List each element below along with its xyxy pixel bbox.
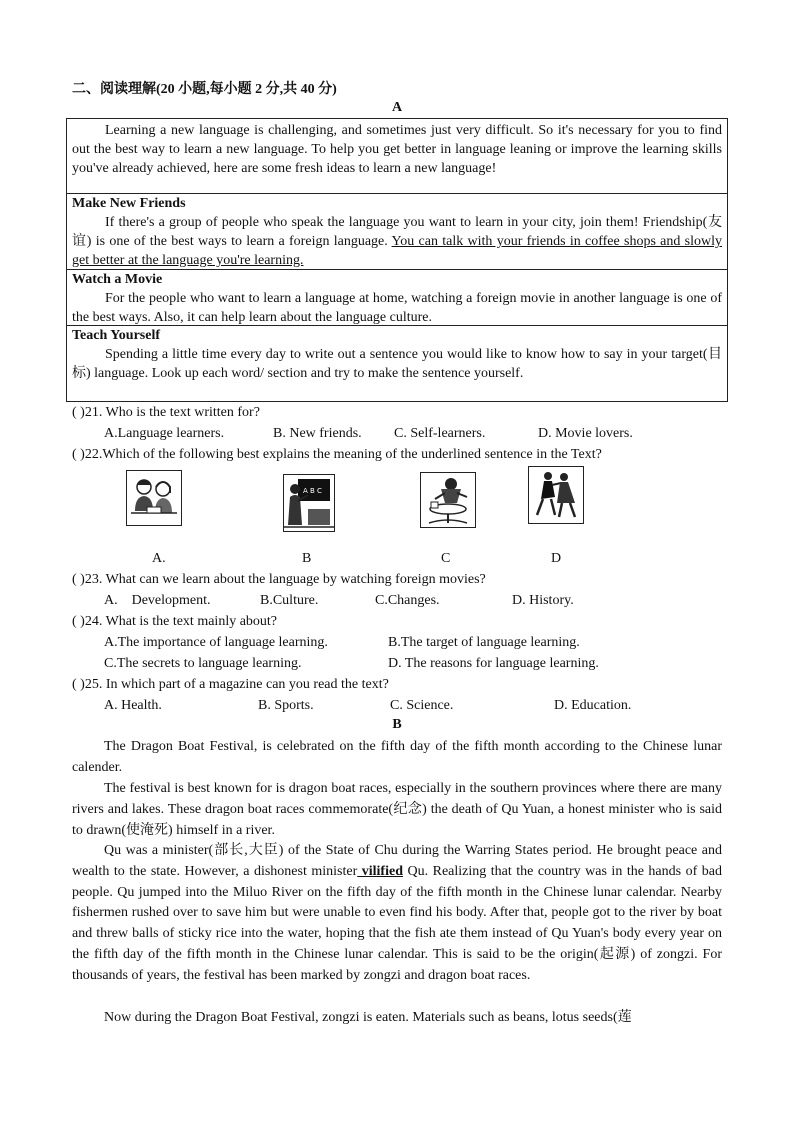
q21-option-c: C. Self-learners.	[394, 426, 486, 441]
section-heading: Teach Yourself	[72, 328, 161, 343]
q23-option-a: A. Development.	[104, 593, 211, 608]
q21-option-d: D. Movie lovers.	[538, 426, 633, 441]
paragraph-text: The festival is best known for is dragon boat races, especially in the southern provinces where there are many rivers and lakes. These dragon boat races commemorate(纪念) the death of Qu Yuan, a honest minister who is said to drawn(使淹死) himself in a river.	[72, 781, 722, 838]
passage-b-label: B	[392, 717, 402, 732]
section-text	[72, 213, 722, 270]
q23-option-b: B.Culture.	[260, 593, 319, 608]
q21-option-b: B. New friends.	[273, 426, 362, 441]
picture-a-two-kids	[126, 470, 182, 526]
passage-a-section-movie	[66, 269, 728, 326]
q24-option-c: C.The secrets to language learning.	[104, 656, 302, 671]
q25-option-c: C. Science.	[390, 698, 454, 713]
q23-option-c: C.Changes.	[375, 593, 440, 608]
q23-option-d: D. History.	[512, 593, 574, 608]
question-24: ( )24. What is the text mainly about?	[72, 614, 278, 629]
question-25: ( )25. In which part of a magazine can you read the text?	[72, 677, 389, 692]
q24-option-b: B.The target of language learning.	[388, 635, 580, 650]
passage-a-label: A	[391, 100, 403, 115]
q24-option-d: D. The reasons for language learning.	[388, 656, 599, 671]
svg-text:A B C: A B C	[303, 487, 322, 495]
section-text: Spending a little time every day to write out a sentence you would like to know how to say in your target(目标) language. Look up each word/ section and try to make the sentence yourself.	[72, 347, 722, 381]
paragraph-text: Now during the Dragon Boat Festival, zongzi is eaten. Materials such as beans, lotus seeds(莲	[104, 1010, 632, 1025]
picture-d-dancers	[528, 466, 584, 524]
passage-a-intro: Learning a new language is challenging, and sometimes just very difficult. So it's necessary for you to find out the best way to learn a new language. To help you get better in language leaning or improve the learning skills you've already achieved, here are some fresh ideas to learn a new language!	[72, 123, 722, 176]
question-23: ( )23. What can we learn about the language by watching foreign movies?	[72, 572, 486, 587]
passage-b-paragraph-1	[72, 737, 722, 779]
picture-label-d: D	[551, 551, 562, 566]
underlined-sentence: You can talk with your friends in coffee shops and slowly get better at the language you're learning.	[72, 234, 723, 268]
passage-a-section-friends	[66, 193, 728, 270]
section-text-part: If there's a group of people who speak the language you want to learn in your city, join them! Friendship(友谊) is one of the best ways to learn a foreign language.	[72, 215, 722, 249]
paragraph-text: Qu. Realizing that the country was in the hands of bad people. Qu jumped into the Miluo River on the fifth day of the fifth month in the Chinese lunar calendar. Nearby fishermen rushed over to save him but were unable to even find his body. After that, people got to the river by boat and threw balls of sticky rice into the water, hoping that the fish ate them instead of Qu Yuan's body every year on the fifth day of the fifth month in the Chinese lunar calendar. This is said to be the origin(起源) of zongzi. For thousands of years, the festival has been marked by zongzi and dragon boat races.	[72, 863, 722, 983]
section-heading: Make New Friends	[72, 196, 186, 211]
underlined-word-vilified: vilified	[357, 863, 403, 879]
picture-c-coffee-shop	[420, 472, 476, 528]
q25-option-d: D. Education.	[554, 698, 632, 713]
passage-b-paragraph-4	[72, 1008, 722, 1029]
passage-b-paragraph-2	[72, 779, 722, 841]
passage-a-intro-box	[66, 118, 728, 194]
section-heading: Watch a Movie	[72, 272, 163, 287]
picture-label-c: C	[441, 551, 451, 566]
picture-label-a: A.	[152, 551, 166, 566]
paragraph-text: Qu was a minister(部长,大臣) of the State of Chu during the Warring States period. He brought peace and wealth to the state. However, a dishonest minister	[72, 843, 722, 879]
passage-a-section-teach	[66, 325, 728, 402]
paragraph-text: The Dragon Boat Festival, is celebrated on the fifth day of the fifth month according to the Chinese lunar calender.	[72, 739, 722, 775]
question-21: ( )21. Who is the text written for?	[72, 405, 260, 420]
question-22: ( )22.Which of the following best explains the meaning of the underlined sentence in the Text?	[72, 447, 602, 462]
q21-option-a: A.Language learners.	[104, 426, 225, 441]
q25-option-b: B. Sports.	[258, 698, 314, 713]
picture-label-b: B	[302, 551, 312, 566]
section-text: For the people who want to learn a language at home, watching a foreign movie in another language is one of the best ways. Also, it can help learn about the language culture.	[72, 291, 722, 325]
section-title: 二、阅读理解(20 小题,每小题 2 分,共 40 分)	[72, 82, 337, 97]
q25-option-a: A. Health.	[104, 698, 162, 713]
passage-b-paragraph-3	[72, 841, 722, 987]
q24-option-a: A.The importance of language learning.	[104, 635, 328, 650]
picture-b-teacher-blackboard	[283, 474, 335, 532]
